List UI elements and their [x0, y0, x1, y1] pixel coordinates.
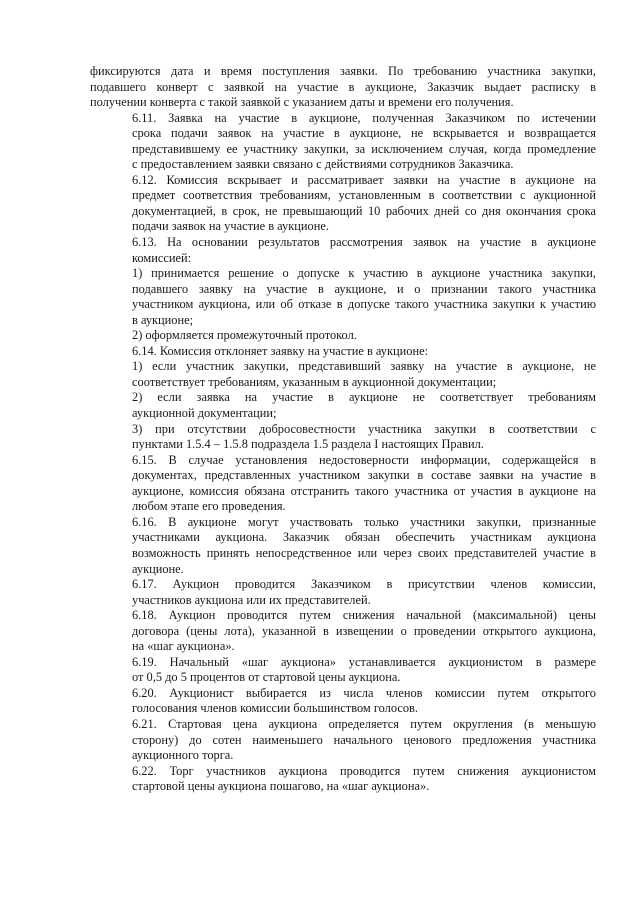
paragraph-6-13-2	[90, 328, 596, 344]
text-line: договора (цены лота), указанной в извещении о проведении открытого аукциона,	[132, 623, 596, 638]
text-line: возможность принять непосредственное или через своих представителей участие в	[132, 545, 596, 560]
paragraph-6-15	[90, 453, 596, 515]
text-line: документацией, в срок, не превышающий 10 рабочих дней со дня окончания срока	[132, 203, 596, 218]
text-line: фиксируются дата и время поступления заявки. По требованию участника закупки,	[90, 64, 596, 78]
text-line: 3) при отсутствии добросовестности участника закупки в соответствии с	[132, 421, 596, 436]
text-line: любом этапе его проведения.	[132, 499, 286, 514]
text-line: 6.18. Аукцион проводится путем снижения начальной (максимальной) цены	[132, 608, 596, 623]
text-line: документах, представленных участником закупки в составе заявки на участие в	[132, 468, 596, 483]
paragraph-intro	[90, 64, 596, 111]
paragraph-6-14-1	[90, 359, 596, 390]
paragraph-6-14-2	[90, 390, 596, 421]
text-line: аукционе.	[132, 561, 184, 576]
text-line: 1) если участник закупки, представивший заявку на участие в аукционе, не	[132, 359, 596, 374]
text-line: 6.22. Торг участников аукциона проводится путем снижения аукционистом	[132, 763, 596, 778]
paragraph-6-21	[90, 717, 596, 764]
text-line: подачи заявок на участие в аукционе.	[132, 219, 329, 234]
paragraph-6-11	[90, 111, 596, 173]
text-line: 6.13. На основании результатов рассмотрения заявок на участие в аукционе	[132, 235, 596, 250]
paragraph-6-13	[90, 235, 596, 266]
text-line: соответствует требованиям, указанным в аукционной документации;	[132, 374, 497, 389]
text-line: предмет соответствия требованиям, установленным в соответствии с аукционной	[132, 188, 596, 203]
paragraph-6-14	[90, 344, 596, 360]
text-line: на «шаг аукциона».	[132, 639, 235, 654]
text-line: 1) принимается решение о допуске к участию в аукционе участника закупки,	[132, 266, 596, 281]
text-line: подавшего заявку на участие в аукционе, и о признании такого участника	[132, 281, 596, 296]
text-line: стартовой цены аукциона пошагово, на «шаг аукциона».	[132, 779, 430, 794]
text-line: 6.14. Комиссия отклоняет заявку на участие в аукционе:	[132, 343, 429, 358]
text-line: в аукционе;	[132, 312, 194, 327]
text-line: аукционной документации;	[132, 406, 277, 421]
text-line: 2) оформляется промежуточный протокол.	[132, 328, 357, 343]
paragraph-6-14-3	[90, 422, 596, 453]
text-line: пунктами 1.5.4 – 1.5.8 подраздела 1.5 раздела I настоящих Правил.	[132, 437, 484, 452]
paragraph-6-20	[90, 686, 596, 717]
text-line: представившему ее участнику закупки, за исключением случая, когда промедление	[132, 141, 596, 156]
text-line: участников аукциона или их представителей.	[132, 592, 371, 607]
text-line: 6.15. В случае установления недостоверности информации, содержащейся в	[132, 452, 596, 467]
paragraph-6-13-1	[90, 266, 596, 328]
paragraph-6-12	[90, 173, 596, 235]
text-line: от 0,5 до 5 процентов от стартовой цены аукциона.	[132, 670, 401, 685]
paragraph-6-22	[90, 764, 596, 795]
text-line: 6.19. Начальный «шаг аукциона» устанавливается аукционистом в размере	[132, 654, 596, 669]
paragraph-6-16	[90, 515, 596, 577]
text-line: сторону) до сотен наименьшего начального ценового предложения участника	[132, 732, 596, 747]
text-line: аукционе, комиссия обязана отстранить такого участника от участия в аукционе на	[132, 483, 596, 498]
text-line: срока подачи заявок на участие в аукционе, не вскрывается и возвращается	[132, 126, 596, 141]
text-line: аукционного торга.	[132, 748, 234, 763]
document-body	[90, 64, 596, 795]
text-line: 6.20. Аукционист выбирается из числа членов комиссии путем открытого	[132, 685, 596, 700]
text-line: подавшего конверт с заявкой на участие в аукционе, Заказчик выдает расписку в	[90, 79, 596, 94]
text-line: 2) если заявка на участие в аукционе не соответствует требованиям	[132, 390, 596, 405]
text-line: комиссией:	[132, 250, 192, 265]
text-line: 6.12. Комиссия вскрывает и рассматривает заявки на участие в аукционе на	[132, 172, 596, 187]
text-line: 6.11. Заявка на участие в аукционе, полученная Заказчиком по истечении	[132, 110, 596, 125]
text-line: участниками аукциона. Заказчик обязан обеспечить участникам аукциона	[132, 530, 596, 545]
text-line: 6.17. Аукцион проводится Заказчиком в присутствии членов комиссии,	[132, 577, 596, 592]
paragraph-6-17	[90, 577, 596, 608]
paragraph-6-18	[90, 608, 596, 655]
text-line: получении конверта с такой заявкой с указанием даты и времени его получения.	[90, 95, 514, 110]
text-line: 6.21. Стартовая цена аукциона определяется путем округления (в меньшую	[132, 716, 596, 731]
text-line: участником аукциона, или об отказе в допуске такого участника закупки к участию	[132, 297, 596, 312]
text-line: голосования членов комиссии большинством голосов.	[132, 701, 418, 716]
text-line: с предоставлением заявки связано с действиями сотрудников Заказчика.	[132, 157, 514, 172]
paragraph-6-19	[90, 655, 596, 686]
text-line: 6.16. В аукционе могут участвовать только участники закупки, признанные	[132, 514, 596, 529]
